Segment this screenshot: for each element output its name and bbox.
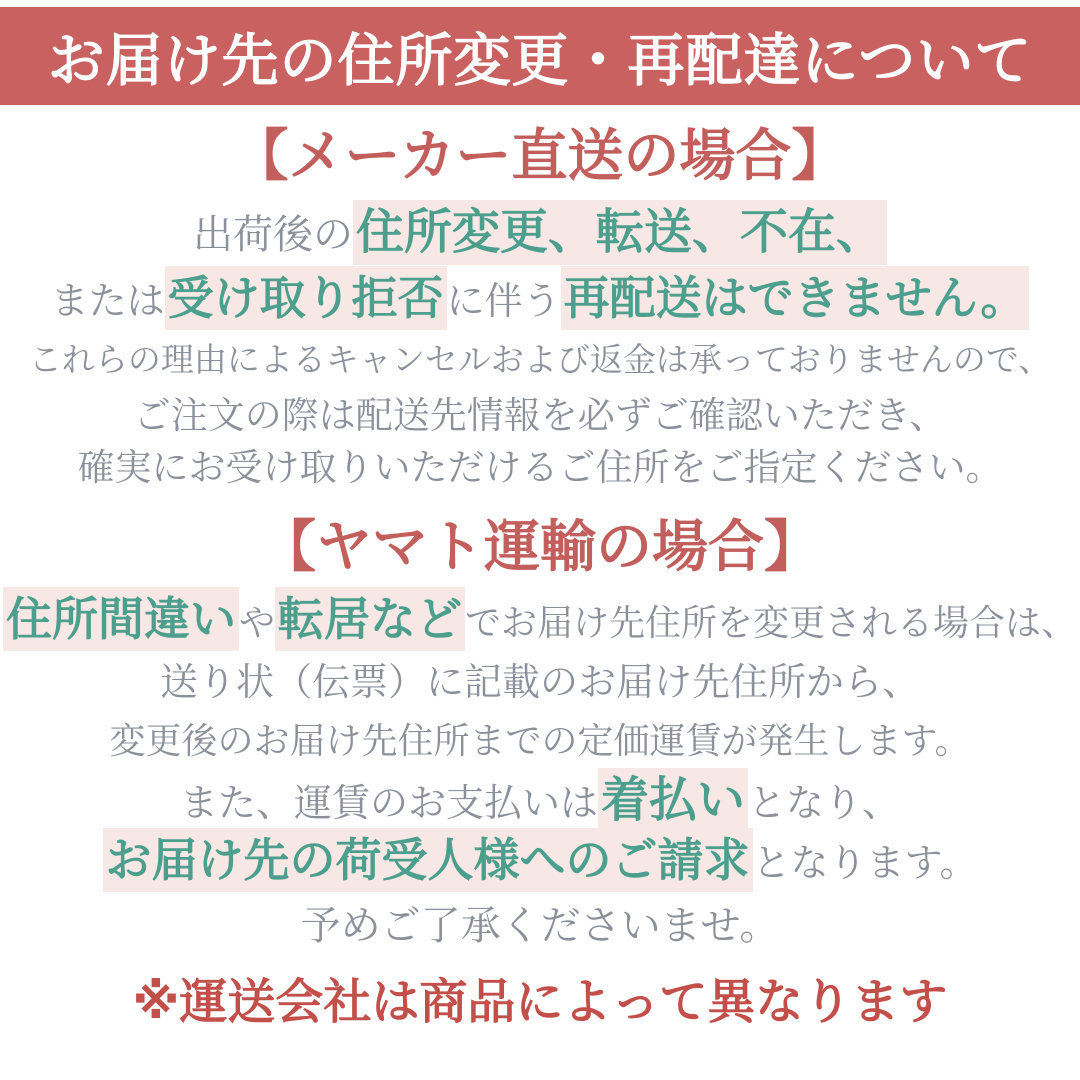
text-segment: 予めご了承くださいませ。	[300, 904, 780, 949]
section-yamato	[0, 516, 1080, 950]
section-heading-yamato: 【ヤマト運輸の場合】	[260, 514, 820, 578]
highlighted-text-segment: 住所間違い	[3, 587, 239, 651]
page-title: お届け先の住所変更・再配達について	[47, 29, 1033, 93]
text-segment: または	[50, 280, 165, 323]
text-segment: となります。	[752, 843, 978, 886]
text-segment: でお届け先住所を変更される場合は、	[465, 602, 1078, 644]
highlighted-text-segment: 転居など	[275, 587, 465, 651]
highlighted-text-segment: 受け取り拒否	[165, 266, 447, 330]
text-segment: これらの理由によるキャンセルおよび返金は承っておりませんので、	[28, 340, 1052, 378]
text-line	[0, 593, 1080, 646]
text-segment: となり、	[748, 783, 901, 826]
text-segment: 送り状（伝票）に記載のお届け先住所から、	[159, 662, 920, 705]
highlighted-text-segment: 着払い	[598, 768, 748, 833]
section-heading-maker-direct: 【メーカー直送の場合】	[232, 124, 848, 187]
text-line	[0, 903, 1080, 949]
text-line	[0, 341, 1080, 379]
text-line	[0, 662, 1080, 706]
text-line	[0, 447, 1080, 490]
text-line	[0, 395, 1080, 438]
text-segment: また、運賃のお支払いは	[179, 783, 598, 826]
text-line	[0, 834, 1080, 887]
text-segment: ご注文の際は配送先情報を必ずご確認いただき、	[133, 394, 947, 436]
section-maker-direct	[0, 125, 1080, 490]
text-segment: や	[238, 602, 275, 644]
text-segment: 出荷後の	[192, 212, 353, 257]
text-segment: に伴う	[446, 280, 561, 323]
highlighted-text-segment: 住所変更、転送、不在、	[353, 200, 887, 265]
text-line	[0, 205, 1080, 260]
text-line	[0, 720, 1080, 761]
highlighted-text-segment: お届け先の荷受人様へのご請求	[103, 828, 753, 892]
text-segment: 確実にお受け取りいただけるご住所をご指定ください。	[77, 447, 1003, 489]
text-line	[0, 773, 1080, 828]
text-segment: 変更後のお届け先住所までの定価運賃が発生します。	[109, 719, 971, 761]
page-banner	[0, 7, 1080, 105]
text-line	[0, 272, 1080, 325]
highlighted-text-segment: 再配送はできません。	[561, 266, 1030, 330]
carrier-footnote: ※運送会社は商品によって異なります	[132, 976, 948, 1030]
